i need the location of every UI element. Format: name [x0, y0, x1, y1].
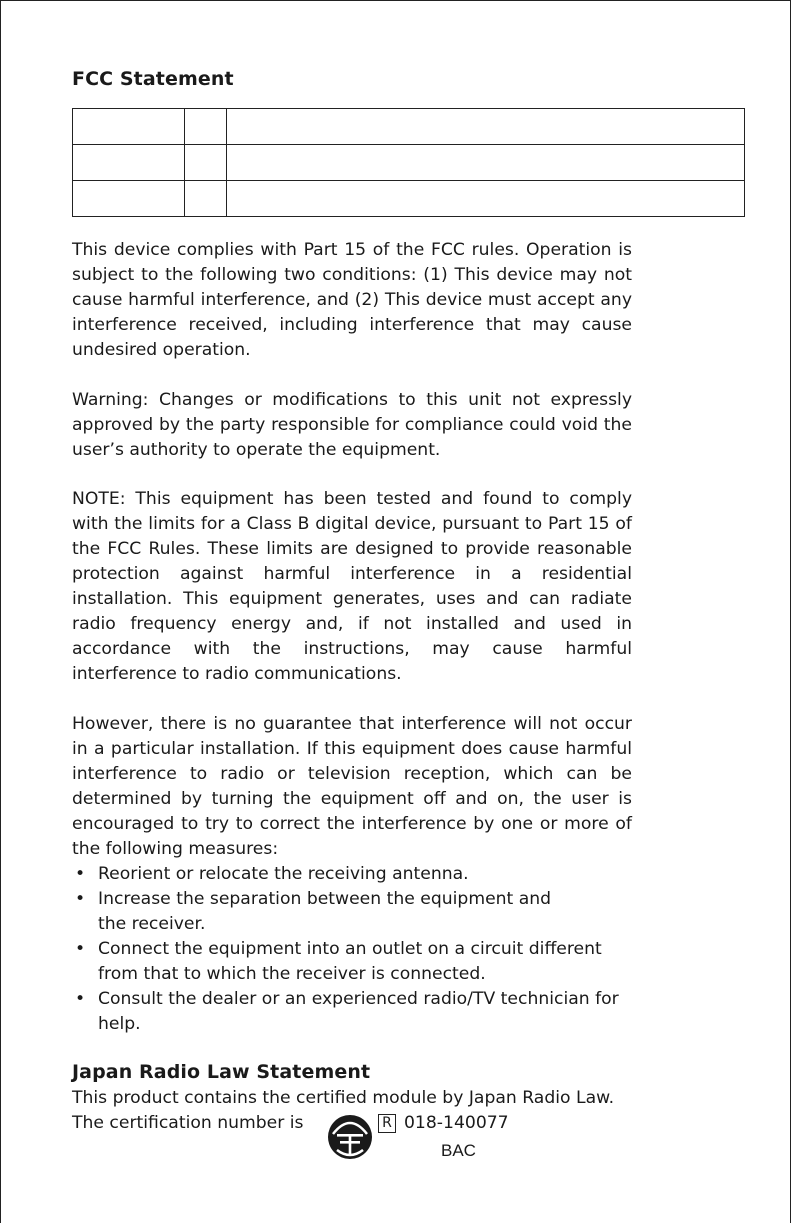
table-cell	[73, 145, 185, 181]
certification-label: The certification number is	[72, 1113, 304, 1133]
table-cell	[227, 145, 745, 181]
japan-statement-line: This product contains the certified module by Japan Radio Law.	[72, 1088, 615, 1108]
warning-paragraph: Warning: Changes or modifications to this unit not expressly approved by the party responsible for compliance could void the user’s authority to operate the equipment.	[72, 390, 632, 460]
table-row	[73, 181, 745, 217]
list-item	[72, 987, 628, 1037]
table-row	[73, 109, 745, 145]
table-cell	[227, 181, 745, 217]
list-item-text: Increase the separation between the equipment and the receiver.	[98, 889, 552, 934]
bullet-icon: •	[75, 939, 86, 959]
registered-r-icon: R	[378, 1114, 396, 1133]
fcc-info-table	[72, 108, 745, 217]
table-cell	[185, 181, 227, 217]
list-item	[72, 887, 578, 937]
table-cell	[73, 181, 185, 217]
compliance-paragraph: This device complies with Part 15 of the FCC rules. Operation is subject to the following two conditions: (1) This device may not cause harmful interference, and (2) This device must accept any interference received, including interference that may cause undesired operation.	[72, 240, 632, 360]
giteki-mark-icon	[327, 1114, 373, 1160]
measures-list	[72, 862, 652, 1037]
japan-radio-law-heading: Japan Radio Law Statement	[72, 1061, 371, 1083]
bullet-icon: •	[75, 989, 86, 1009]
list-item	[72, 937, 638, 987]
certification-number: 018-140077	[404, 1113, 509, 1133]
note-paragraph: NOTE: This equipment has been tested and found to comply with the limits for a Class B digital device, pursuant to Part 15 of the FCC Rules. These limits are designed to provide reasonable protection against harmful interference in a residential installation. This equipment generates, uses and can radiate radio frequency energy and, if not installed and used in accordance with the instructions, may cause harmful interference to radio communications.	[72, 489, 632, 684]
table-cell	[185, 109, 227, 145]
fcc-statement-heading: FCC Statement	[72, 68, 234, 90]
list-item-text: Reorient or relocate the receiving antenna.	[98, 864, 469, 884]
table-cell	[227, 109, 745, 145]
table-cell	[185, 145, 227, 181]
certification-code: BAC	[441, 1141, 476, 1160]
list-item	[72, 862, 652, 887]
bullet-icon: •	[75, 889, 86, 909]
guarantee-paragraph: However, there is no guarantee that interference will not occur in a particular installation. If this equipment does cause harmful interference to radio or television reception, which can be determined by turning the equipment off and on, the user is encouraged to try to correct the interference by one or more of the following measures:	[72, 714, 632, 859]
bullet-icon: •	[75, 864, 86, 884]
table-row	[73, 145, 745, 181]
table-cell	[73, 109, 185, 145]
list-item-text: Consult the dealer or an experienced radio/TV technician for help.	[98, 989, 619, 1034]
list-item-text: Connect the equipment into an outlet on a circuit different from that to which the receiver is connected.	[98, 939, 602, 984]
